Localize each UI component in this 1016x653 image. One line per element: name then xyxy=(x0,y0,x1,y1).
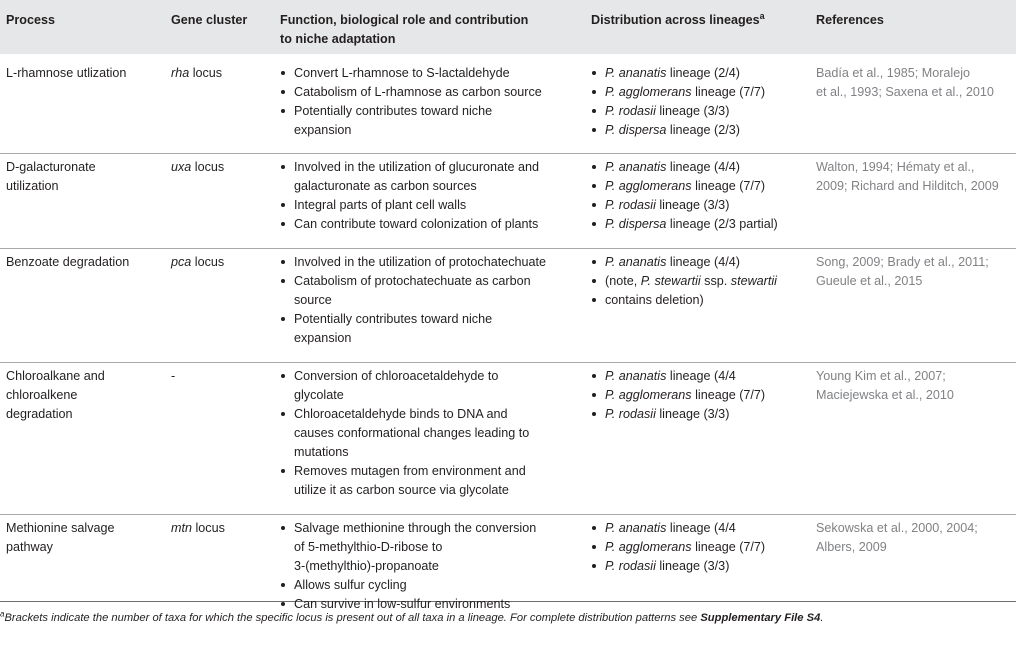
text-line: Catabolism of protochatechuate as carbon xyxy=(294,274,531,288)
text-line: 3-(methylthio)-propanoate xyxy=(294,559,439,573)
species-name: P. agglomerans xyxy=(605,85,692,99)
lineage-count: lineage (4/4) xyxy=(666,255,740,269)
text-line: Gueule et al., 2015 xyxy=(816,274,923,288)
text-line: Integral parts of plant cell walls xyxy=(294,198,467,212)
distribution-note xyxy=(591,272,811,291)
text-line: Convert L-rhamnose to S-lactaldehyde xyxy=(294,66,510,80)
text-line: glycolate xyxy=(294,388,344,402)
gene-name: mtn xyxy=(171,521,192,535)
distribution-bullet xyxy=(591,102,811,121)
lineage-count: lineage (2/4) xyxy=(666,66,740,80)
lineage-count: lineage (7/7) xyxy=(691,179,766,193)
lineage-count: lineage (4/4) xyxy=(666,160,740,174)
text-line: Allows sulfur cycling xyxy=(294,578,407,592)
species-name: P. ananatis xyxy=(605,369,667,383)
cell-references xyxy=(816,367,954,405)
text-line: Young Kim et al., 2007; xyxy=(816,369,946,383)
distribution-bullet xyxy=(591,64,811,83)
species-name: P. rodasii xyxy=(605,198,656,212)
row-divider xyxy=(0,514,1016,515)
cell-function-list xyxy=(280,64,580,140)
text-line: Involved in the utilization of protochatechuate xyxy=(294,255,547,269)
cell-references xyxy=(816,253,989,291)
function-bullet xyxy=(280,405,580,462)
text-line: D-galacturonate xyxy=(6,160,96,174)
text-line: causes conformational changes leading to xyxy=(294,426,530,440)
species-name: P. ananatis xyxy=(605,521,667,535)
species-name: P. dispersa xyxy=(605,123,667,137)
lineage-count: lineage (7/7) xyxy=(691,540,766,554)
header-distribution: Distribution across lineages$^a$ xyxy=(591,10,765,27)
function-bullet xyxy=(280,102,580,140)
function-bullet xyxy=(280,576,580,595)
header-function: Function, biological role and contribution to niche adaptation xyxy=(280,13,529,46)
lineage-count: lineage (3/3) xyxy=(655,559,730,573)
gene-suffix: locus xyxy=(191,255,225,269)
species-name: P. rodasii xyxy=(605,104,656,118)
cell-references xyxy=(816,64,994,102)
cell-process xyxy=(6,158,96,196)
function-bullet xyxy=(280,595,580,614)
species-name: P. rodasii xyxy=(605,407,656,421)
function-bullet xyxy=(280,64,580,83)
cell-gene-cluster xyxy=(171,367,175,386)
cell-distribution-list xyxy=(591,158,811,234)
function-bullet xyxy=(280,253,580,272)
row-divider xyxy=(0,362,1016,363)
cell-gene-cluster xyxy=(171,64,222,83)
species-name: P. agglomerans xyxy=(605,540,692,554)
text-line: Song, 2009; Brady et al., 2011; xyxy=(816,255,989,269)
lineage-count: lineage (2/3) xyxy=(666,123,740,137)
species-name: P. ananatis xyxy=(605,66,667,80)
lineage-count: lineage (7/7) xyxy=(691,85,766,99)
cell-distribution-list xyxy=(591,64,811,140)
cell-gene-cluster xyxy=(171,253,224,272)
cell-distribution-list xyxy=(591,519,811,576)
cell-function-list xyxy=(280,253,580,348)
text-line: of 5-methylthio-D-ribose to xyxy=(294,540,443,554)
species-name: P. agglomerans xyxy=(605,388,692,402)
text-line: pathway xyxy=(6,540,53,554)
text-line: 2009; Richard and Hilditch, 2009 xyxy=(816,179,999,193)
lineage-count: lineage (7/7) xyxy=(691,388,766,402)
gene-name: rha xyxy=(171,66,190,80)
distribution-note-cont: contains deletion) xyxy=(591,291,811,310)
text-line: Conversion of chloroacetaldehyde to xyxy=(294,369,499,383)
table-footnote: $^a$Brackets indicate the number of taxa for which the specific locus is present out of all taxa in a lineage. For complete distribution patterns see Supplementary File S4. xyxy=(0,609,824,624)
text-line: expansion xyxy=(294,123,352,137)
distribution-bullet xyxy=(591,196,811,215)
text-line: utilization xyxy=(6,179,59,193)
function-bullet xyxy=(280,196,580,215)
distribution-bullet xyxy=(591,253,811,272)
header-process: Process xyxy=(6,13,56,27)
lineage-count: lineage (3/3) xyxy=(655,407,730,421)
header-gene-cluster: Gene cluster xyxy=(171,13,248,27)
cell-distribution-list xyxy=(591,367,811,424)
text-line: mutations xyxy=(294,445,349,459)
text-line: Can contribute toward colonization of plants xyxy=(294,217,539,231)
function-bullet xyxy=(280,519,580,576)
text-line: source xyxy=(294,293,332,307)
distribution-bullet xyxy=(591,538,811,557)
function-bullet xyxy=(280,462,580,500)
lineage-count: lineage (2/3 partial) xyxy=(666,217,778,231)
distribution-bullet xyxy=(591,367,811,386)
cell-gene-cluster xyxy=(171,519,225,538)
note-species: P. stewartii xyxy=(640,274,701,288)
cell-distribution-list xyxy=(591,253,811,310)
distribution-bullet xyxy=(591,519,811,538)
cell-process xyxy=(6,64,126,83)
function-bullet xyxy=(280,272,580,310)
species-name: P. agglomerans xyxy=(605,179,692,193)
cell-process xyxy=(6,519,115,557)
text-line: et al., 1993; Saxena et al., 2010 xyxy=(816,85,994,99)
distribution-bullet xyxy=(591,386,811,405)
distribution-bullet xyxy=(591,215,811,234)
text-line: Catabolism of L-rhamnose as carbon source xyxy=(294,85,542,99)
distribution-bullet xyxy=(591,177,811,196)
text-line: chloroalkene xyxy=(6,388,78,402)
text-line: Badía et al., 1985; Moralejo xyxy=(816,66,971,80)
text-line: Removes mutagen from environment and xyxy=(294,464,526,478)
cell-references xyxy=(816,158,999,196)
lineage-count: lineage (3/3) xyxy=(655,104,730,118)
species-name: P. dispersa xyxy=(605,217,667,231)
text-line: Salvage methionine through the conversion xyxy=(294,521,537,535)
gene-suffix: locus xyxy=(189,66,223,80)
cell-references xyxy=(816,519,978,557)
text-line: Maciejewska et al., 2010 xyxy=(816,388,954,402)
function-bullet xyxy=(280,215,580,234)
text-line: Potentially contributes toward niche xyxy=(294,312,493,326)
text-line: Chloroacetaldehyde binds to DNA and xyxy=(294,407,508,421)
text-line: degradation xyxy=(6,407,73,421)
text-line: L-rhamnose utlization xyxy=(6,66,127,80)
distribution-bullet xyxy=(591,557,811,576)
text-line: Sekowska et al., 2000, 2004; xyxy=(816,521,978,535)
text-line: Potentially contributes toward niche xyxy=(294,104,493,118)
text-line: galacturonate as carbon sources xyxy=(294,179,477,193)
lineage-count: lineage (4/4 xyxy=(666,369,736,383)
function-bullet xyxy=(280,158,580,196)
text-line: Walton, 1994; Hématy et al., xyxy=(816,160,975,174)
header-references: References xyxy=(816,13,884,27)
note-pre: (note, xyxy=(605,274,641,288)
text-line: utilize it as carbon source via glycolate xyxy=(294,483,509,497)
text-line: Involved in the utilization of glucuronate and xyxy=(294,160,540,174)
gene-suffix: locus xyxy=(192,521,225,535)
cell-function-list xyxy=(280,367,580,500)
row-divider xyxy=(0,153,1016,154)
species-name: P. ananatis xyxy=(605,160,667,174)
text-line: expansion xyxy=(294,331,352,345)
note-subsp: stewartii xyxy=(730,274,777,288)
distribution-bullet xyxy=(591,158,811,177)
lineage-count: lineage (4/4 xyxy=(666,521,736,535)
distribution-bullet xyxy=(591,405,811,424)
row-divider xyxy=(0,248,1016,249)
cell-function-list xyxy=(280,158,580,234)
function-bullet xyxy=(280,310,580,348)
cell-function-list xyxy=(280,519,580,614)
text-line: Can survive in low-sulfur environments xyxy=(294,597,511,611)
text-line: Albers, 2009 xyxy=(816,540,887,554)
gene-name: uxa xyxy=(171,160,192,174)
distribution-bullet xyxy=(591,83,811,102)
lineage-count: lineage (3/3) xyxy=(655,198,730,212)
species-name: P. rodasii xyxy=(605,559,656,573)
gene-suffix: locus xyxy=(191,160,225,174)
gene-name: pca xyxy=(171,255,192,269)
text-line: Benzoate degradation xyxy=(6,255,130,269)
species-name: P. ananatis xyxy=(605,255,667,269)
gene-suffix: - xyxy=(171,369,176,383)
text-line: Methionine salvage xyxy=(6,521,115,535)
cell-gene-cluster xyxy=(171,158,224,177)
text-line: Chloroalkane and xyxy=(6,369,105,383)
cell-process xyxy=(6,253,129,272)
cell-process xyxy=(6,367,105,424)
note-mid: ssp. xyxy=(700,274,731,288)
function-bullet xyxy=(280,367,580,405)
distribution-bullet xyxy=(591,121,811,140)
function-bullet xyxy=(280,83,580,102)
